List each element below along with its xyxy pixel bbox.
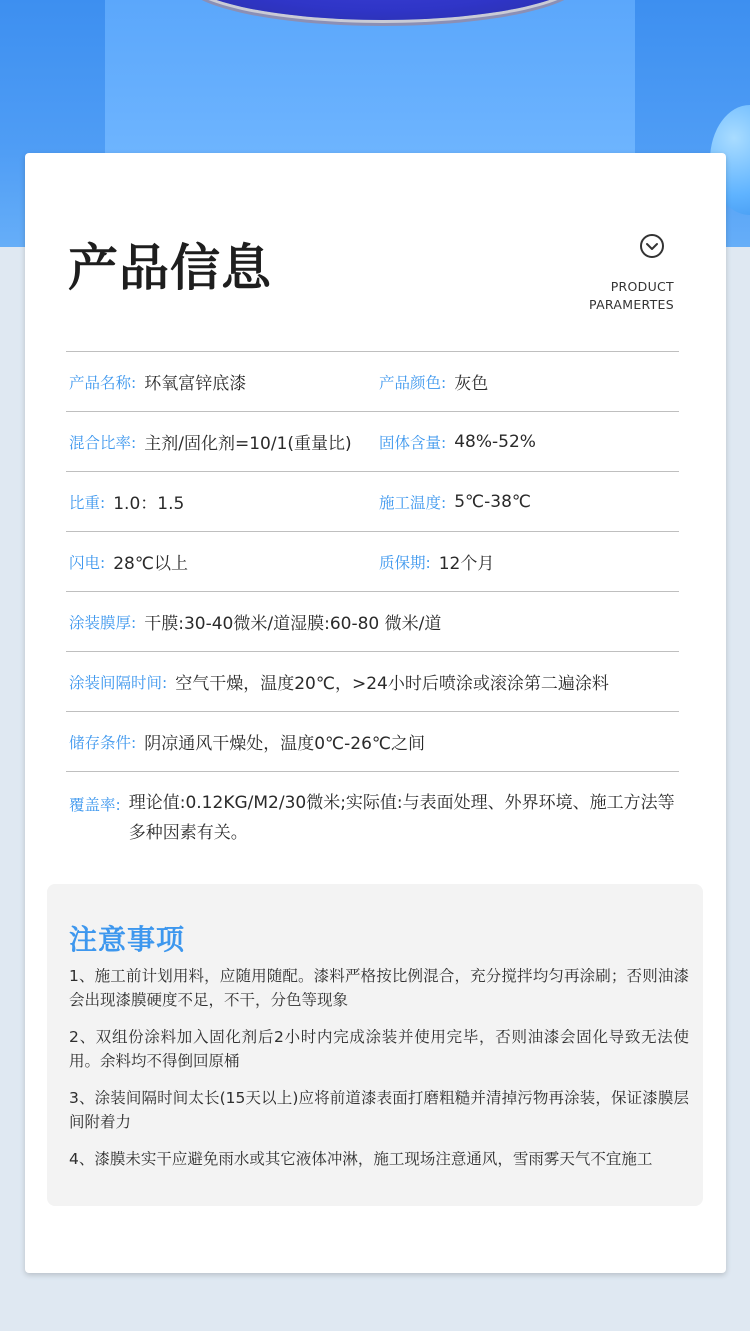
param-value: 干膜:30-40微米/道湿膜:60-80 微米/道 [144, 614, 442, 634]
subtitle-line-1: PRODUCT [610, 279, 674, 294]
param-value: 理论值:0.12KG/M2/30微米;实际值:与表面处理、外界环境、施工方法等多种因素有关。 [128, 793, 675, 843]
param-value: 主剂/固化剂=10/1(重量比) [144, 434, 352, 454]
param-value: 空气干燥，温度20℃，>24小时后喷涂或滚涂第二遍涂料 [175, 674, 609, 694]
notes-panel [47, 884, 703, 1206]
param-value: 28℃以上 [113, 554, 188, 574]
chevron-down-circle-icon[interactable] [640, 234, 664, 258]
param-value: 环氧富锌底漆 [144, 374, 247, 394]
table-row [66, 531, 679, 591]
subtitle-line-2: PARAMERTES [589, 297, 674, 312]
param-label: 储存条件: [69, 733, 137, 752]
table-row [66, 411, 679, 471]
param-label: 产品颜色: [379, 373, 447, 392]
note-item: 4、漆膜未实干应避免雨水或其它液体冲淋，施工现场注意通风，雪雨雾天气不宜施工 [69, 1150, 653, 1168]
notes-list [69, 964, 689, 1184]
table-row [66, 771, 679, 860]
param-label: 涂装间隔时间: [69, 673, 168, 692]
param-label: 涂装膜厚: [69, 613, 137, 632]
param-label: 产品名称: [69, 373, 137, 392]
note-item: 2、双组份涂料加入固化剂后2小时内完成涂装并使用完毕，否则油漆会固化导致无法使用。余料均不得倒回原桶 [69, 1028, 689, 1070]
table-row [66, 711, 679, 771]
table-row [66, 591, 679, 651]
param-value: 5℃-38℃ [454, 491, 531, 512]
param-value: 48%-52% [454, 431, 536, 452]
param-label: 闪电: [69, 553, 106, 572]
notes-title: 注意事项 [69, 923, 186, 956]
param-label: 混合比率: [69, 433, 137, 452]
param-label: 施工温度: [379, 493, 447, 512]
param-label: 比重: [69, 493, 106, 512]
param-value: 12个月 [438, 554, 495, 574]
english-subtitle [589, 278, 674, 314]
param-value: 1.0：1.5 [113, 494, 185, 514]
product-info-card [25, 153, 726, 1273]
param-label: 固体含量: [379, 433, 447, 452]
params-table [66, 351, 679, 860]
page-title: 产品信息 [68, 239, 272, 297]
table-row [66, 471, 679, 531]
display-plinth [105, 0, 635, 175]
param-label: 质保期: [379, 553, 431, 572]
note-item: 3、涂装间隔时间太长(15天以上)应将前道漆表面打磨粗糙并清掉污物再涂装，保证漆膜层间附着力 [69, 1089, 689, 1131]
param-label: 覆盖率: [69, 796, 121, 814]
table-row [66, 351, 679, 411]
table-row [66, 651, 679, 711]
param-value: 灰色 [454, 374, 489, 394]
note-item: 1、施工前计划用料，应随用随配。漆料严格按比例混合，充分搅拌均匀再涂刷；否则油漆会出现漆膜硬度不足，不干，分色等现象 [69, 967, 689, 1009]
param-value: 阴凉通风干燥处，温度0℃-26℃之间 [144, 734, 425, 754]
